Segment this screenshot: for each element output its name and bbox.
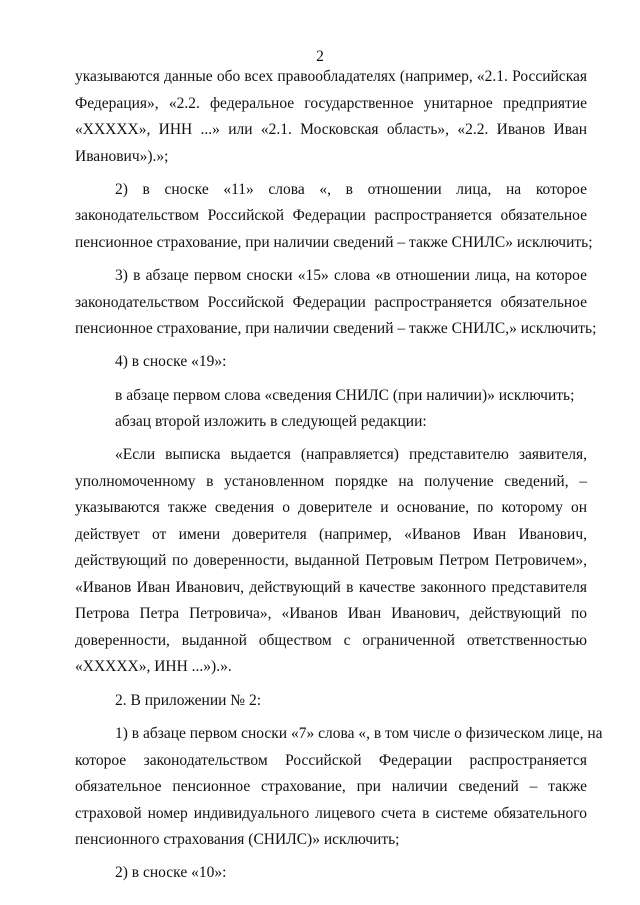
text-line: «ХХХХХ», ИНН ...»).».	[75, 658, 232, 676]
text-line: 1) в абзаце первом сноски «7» слова «, в том числе о физическом лице, на	[115, 725, 603, 743]
text-line: которое законодательством Российской Федерации распространяется	[75, 751, 587, 769]
text-line: указываются данные обо всех правообладателях (например, «2.1. Российская	[75, 68, 587, 85]
text-line: «Иванов Иван Иванович, действующий в качестве законного представителя	[75, 578, 587, 596]
text-line: пенсионное страхование, при наличии сведений – также СНИЛС» исключить;	[75, 233, 593, 251]
text-line: действующий по доверенности, выданной Петровым Петром Петровичем»,	[75, 552, 587, 570]
text-line: 2. В приложении № 2:	[115, 691, 262, 709]
page-number: 2	[316, 48, 324, 65]
text-line: обязательное пенсионное страхование, при наличии сведений – также	[75, 778, 587, 796]
text-line: законодательством Российской Федерации распространяется обязательное	[75, 207, 587, 225]
text-line: абзац второй изложить в следующей редакции:	[115, 413, 427, 431]
text-line: уполномоченному в установленном порядке на получение сведений, –	[75, 472, 587, 490]
text-line: пенсионное страхование, при наличии сведений – также СНИЛС,» исключить;	[75, 320, 597, 338]
text-line: Петрова Петра Петровича», «Иванов Иван Иванович, действующий по	[75, 605, 587, 623]
text-line: 3) в абзаце первом сноски «15» слова «в отношении лица, на которое	[115, 267, 587, 285]
text-line: доверенности, выданной обществом с ограниченной ответственностью	[75, 631, 587, 649]
text-line: «ХХХХХ», ИНН ...» или «2.1. Московская область», «2.2. Иванов Иван	[75, 121, 587, 138]
text-line: 4) в сноске «19»:	[115, 353, 227, 371]
text-line: действует от имени доверителя (например, «Иванов Иван Иванович,	[75, 525, 587, 543]
text-line: 2) в сноске «11» слова «, в отношении лица, на которое	[115, 180, 587, 198]
text-line: Иванович»).»;	[75, 147, 169, 165]
text-line: страховой номер индивидуального лицевого счета в системе обязательного	[75, 804, 587, 822]
document-body	[75, 64, 603, 887]
text-line: 2) в сноске «10»:	[115, 864, 227, 882]
text-line: указываются также сведения о доверителе и основание, по которому он	[75, 499, 587, 517]
text-line: «Если выписка выдается (направляется) представителю заявителя,	[115, 446, 587, 464]
text-line: законодательством Российской Федерации распространяется обязательное	[75, 293, 587, 311]
text-line: пенсионного страхования (СНИЛС)» исключить;	[75, 831, 400, 849]
text-line: Федерация», «2.2. федеральное государственное унитарное предприятие	[75, 94, 587, 112]
text-line: в абзаце первом слова «сведения СНИЛС (при наличии)» исключить;	[115, 386, 575, 404]
